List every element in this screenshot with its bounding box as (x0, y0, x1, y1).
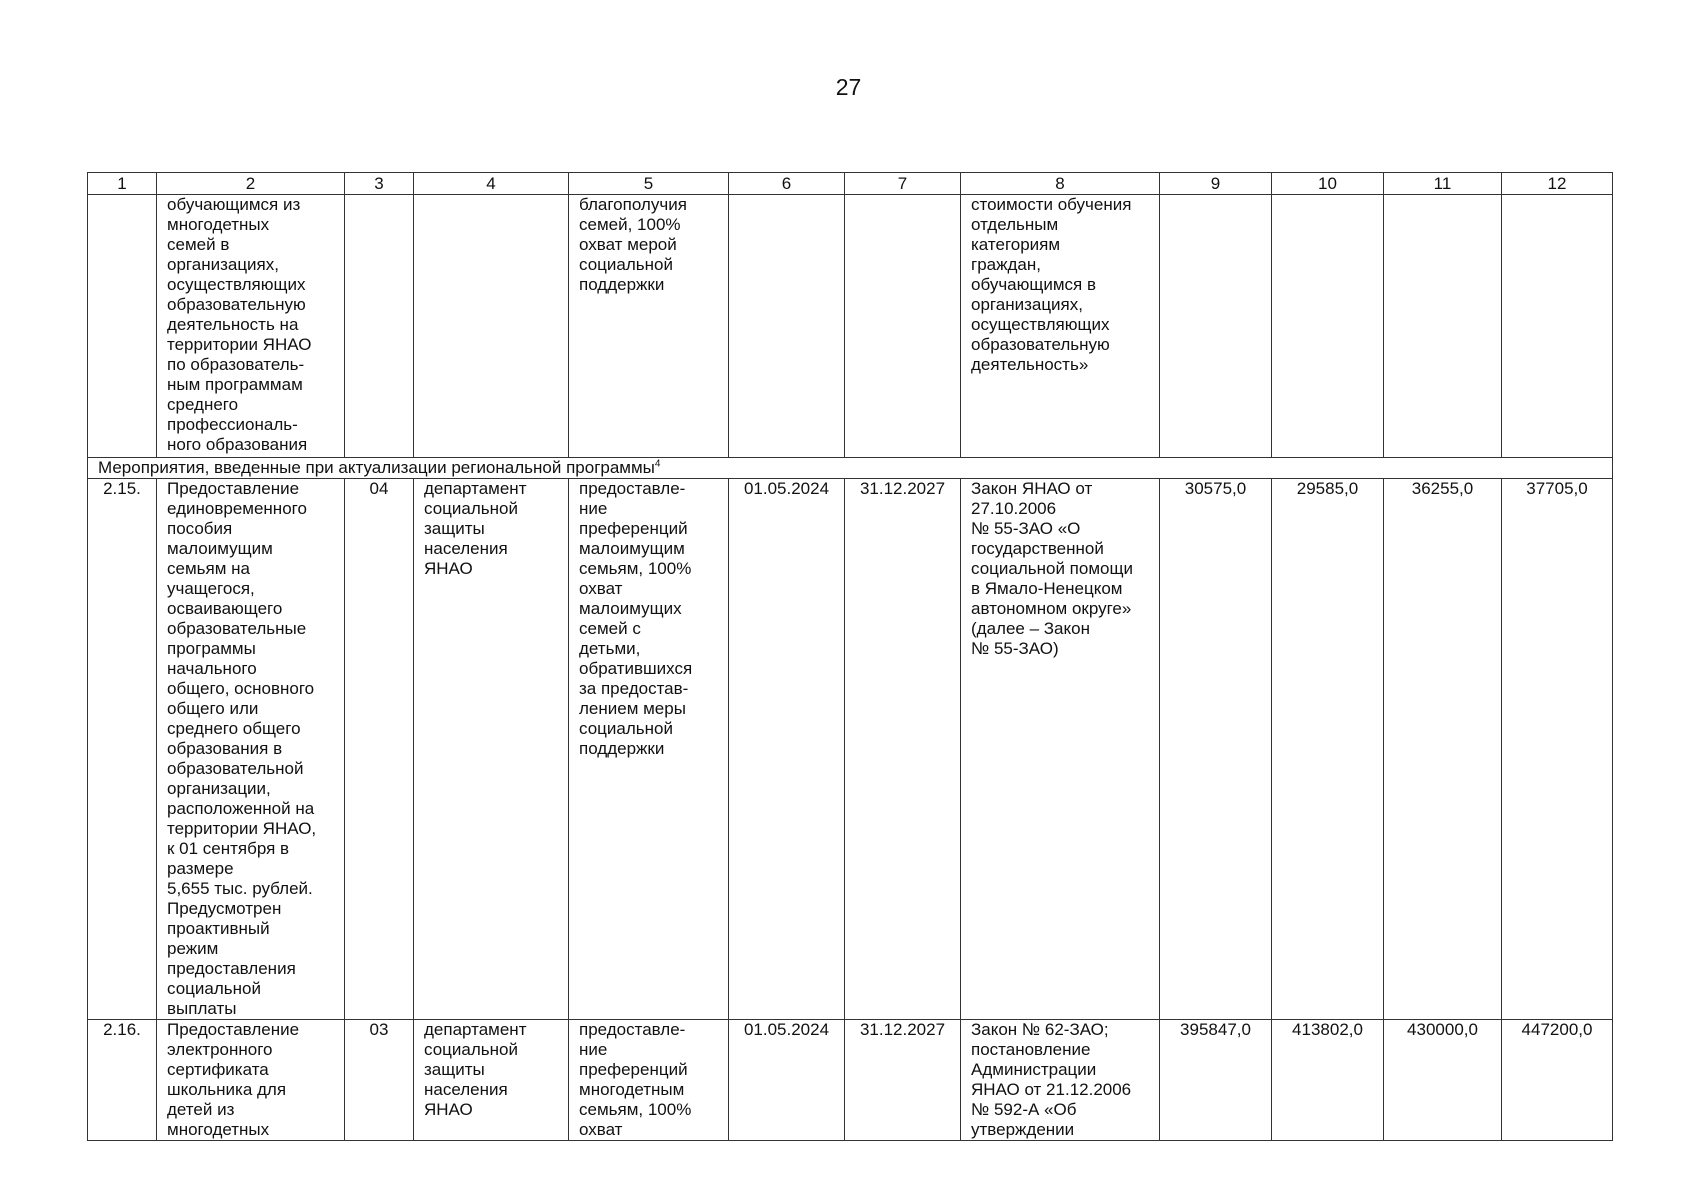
cell-legal-basis: стоимости обучения отдельным категориям граждан, обучающимся в организациях, осуществляющих образовательную деятельность» (961, 195, 1160, 458)
column-header-4: 4 (414, 173, 569, 195)
cell-end-date: 31.12.2027 (845, 479, 961, 1020)
cell-result: предоставле- ние преференций малоимущим семьям, 100% охват малоимущих семей с детьми, обратившихся за предостав- лением меры социальной поддержки (569, 479, 729, 1020)
cell-number (88, 195, 157, 458)
table-row-2-15 (88, 479, 1613, 1020)
section-heading (88, 458, 1613, 479)
program-activities-table (87, 172, 1613, 1141)
cell-number: 2.15. (88, 479, 157, 1020)
cell-amount-11: 36255,0 (1384, 479, 1502, 1020)
cell-end-date: 31.12.2027 (845, 1020, 961, 1141)
column-header-6: 6 (729, 173, 845, 195)
cell-responsible (414, 195, 569, 458)
cell-result: благополучия семей, 100% охват мерой социальной поддержки (569, 195, 729, 458)
footnote-marker: 4 (654, 458, 661, 470)
column-header-9: 9 (1160, 173, 1272, 195)
cell-activity-name: обучающимся из многодетных семей в организациях, осуществляющих образовательную деятельность на территории ЯНАО по образователь- ным программам среднего профессиональ- ного образования (157, 195, 345, 458)
cell-amount-11: 430000,0 (1384, 1020, 1502, 1141)
cell-amount-9: 30575,0 (1160, 479, 1272, 1020)
cell-start-date: 01.05.2024 (729, 479, 845, 1020)
cell-amount-9: 395847,0 (1160, 1020, 1272, 1141)
continuation-row (88, 195, 1613, 458)
column-header-7: 7 (845, 173, 961, 195)
cell-activity-name: Предоставление единовременного пособия малоимущим семьям на учащегося, осваивающего образовательные программы начального общего, основного общего или среднего общего образования в образовательной организации, расположенной на территории ЯНАО, к 01 сентября в размере 5,655 тыс. рублей. Предусмотрен проактивный режим предоставления социальной выплаты (157, 479, 345, 1020)
table-row-2-16 (88, 1020, 1613, 1141)
column-header-11: 11 (1384, 173, 1502, 195)
cell-legal-basis: Закон № 62-ЗАО; постановление Администрации ЯНАО от 21.12.2006 № 592-А «Об утверждении (961, 1020, 1160, 1141)
cell-amount-10: 413802,0 (1272, 1020, 1384, 1141)
cell-code: 04 (345, 479, 414, 1020)
cell-end-date (845, 195, 961, 458)
section-heading-row (88, 458, 1613, 479)
column-header-10: 10 (1272, 173, 1384, 195)
cell-amount-12: 447200,0 (1502, 1020, 1613, 1141)
cell-activity-name: Предоставление электронного сертификата школьника для детей из многодетных (157, 1020, 345, 1141)
section-heading-text: Мероприятия, введенные при актуализации региональной программы (98, 458, 655, 477)
column-number-row (88, 173, 1613, 195)
column-header-5: 5 (569, 173, 729, 195)
cell-amount-11 (1384, 195, 1502, 458)
column-header-8: 8 (961, 173, 1160, 195)
column-header-12: 12 (1502, 173, 1613, 195)
cell-responsible: департамент социальной защиты населения ЯНАО (414, 479, 569, 1020)
column-header-3: 3 (345, 173, 414, 195)
cell-result: предоставле- ние преференций многодетным семьям, 100% охват (569, 1020, 729, 1141)
cell-start-date (729, 195, 845, 458)
cell-amount-10 (1272, 195, 1384, 458)
cell-number: 2.16. (88, 1020, 157, 1141)
cell-code: 03 (345, 1020, 414, 1141)
cell-code (345, 195, 414, 458)
cell-amount-9 (1160, 195, 1272, 458)
cell-start-date: 01.05.2024 (729, 1020, 845, 1141)
column-header-1: 1 (88, 173, 157, 195)
cell-responsible: департамент социальной защиты населения ЯНАО (414, 1020, 569, 1141)
cell-amount-12: 37705,0 (1502, 479, 1613, 1020)
cell-legal-basis: Закон ЯНАО от 27.10.2006 № 55-ЗАО «О государственной социальной помощи в Ямало-Ненецком автономном округе» (далее – Закон № 55-ЗАО) (961, 479, 1160, 1020)
column-header-2: 2 (157, 173, 345, 195)
cell-amount-10: 29585,0 (1272, 479, 1384, 1020)
page-number: 27 (835, 74, 862, 100)
cell-amount-12 (1502, 195, 1613, 458)
